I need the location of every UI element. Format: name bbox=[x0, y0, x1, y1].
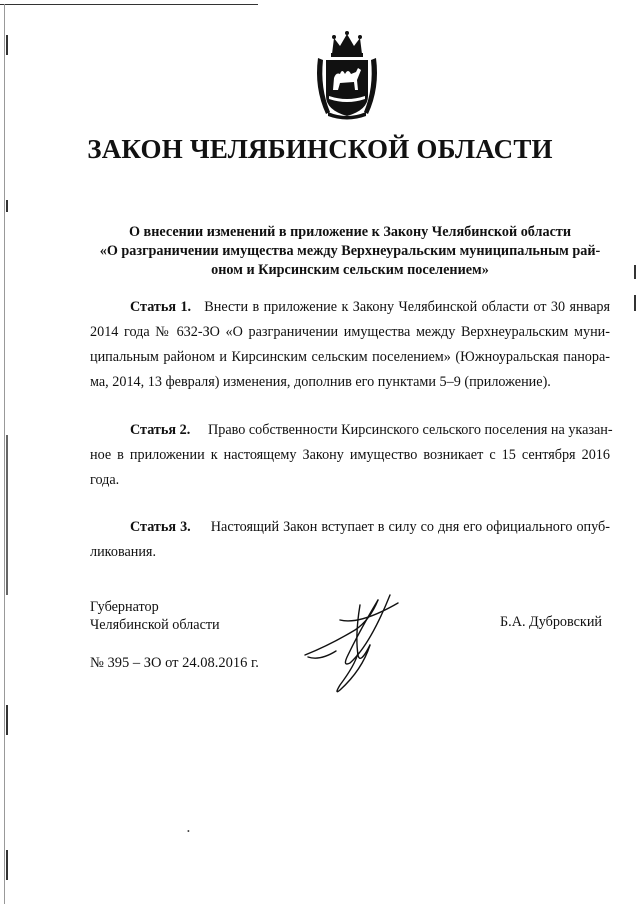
position-line: Челябинской области bbox=[90, 617, 220, 633]
signatory-position bbox=[90, 598, 220, 634]
article-label: Статья 1. bbox=[130, 299, 192, 315]
signatory-name: Б.А. Дубровский bbox=[500, 614, 603, 630]
article-first-line bbox=[90, 418, 613, 443]
handwritten-signature-icon bbox=[300, 585, 410, 695]
law-title: ЗАКОН ЧЕЛЯБИНСКОЙ ОБЛАСТИ bbox=[87, 134, 553, 164]
article-line: ципальным районом и Кирсинским сельским поселением» (Южноуральская панора- bbox=[90, 349, 610, 365]
article-line: года. bbox=[90, 472, 120, 488]
article-line: ма, 2014, 13 февраля) изменения, дополнив его пунктами 5–9 (приложение). bbox=[90, 374, 551, 390]
chelyabinsk-coat-of-arms-icon bbox=[312, 28, 382, 120]
law-subject bbox=[90, 223, 610, 280]
article-3 bbox=[90, 515, 610, 565]
article-text: Настоящий Закон вступает в силу со дня его официального опуб- bbox=[210, 519, 611, 535]
coat-of-arms bbox=[312, 28, 382, 120]
scan-speck: • bbox=[187, 827, 190, 836]
scan-mark-left bbox=[6, 435, 8, 595]
subject-line: «О разграничении имущества между Верхнеуральским муниципальным рай- bbox=[99, 243, 601, 259]
article-text: Право собственности Кирсинского сельского поселения на указан- bbox=[208, 422, 613, 438]
article-label: Статья 2. bbox=[130, 422, 191, 438]
article-line: ное в приложении к настоящему Закону имущество возникает с 15 сентября 2016 bbox=[90, 447, 610, 463]
scan-mark-left bbox=[6, 705, 8, 735]
article-first-line bbox=[90, 515, 610, 540]
scan-mark-right bbox=[634, 295, 636, 311]
scan-mark-left bbox=[6, 200, 8, 212]
article-line: ликования. bbox=[90, 544, 157, 560]
position-line: Губернатор bbox=[90, 599, 159, 615]
article-2 bbox=[90, 418, 613, 493]
scan-mark-left bbox=[6, 850, 8, 880]
article-first-line bbox=[90, 295, 610, 320]
article-text: Внести в приложение к Закону Челябинской области от 30 января bbox=[204, 299, 611, 315]
article-1 bbox=[90, 295, 610, 395]
law-number-date: № 395 – ЗО от 24.08.2016 г. bbox=[90, 655, 259, 671]
article-line: 2014 года № 632-ЗО «О разграничении имущества между Верхнеуральским муни- bbox=[90, 324, 610, 340]
scan-mark-left bbox=[6, 35, 8, 55]
subject-line: оном и Кирсинским сельским поселением» bbox=[211, 262, 489, 278]
signature bbox=[300, 585, 410, 695]
article-label: Статья 3. bbox=[130, 519, 191, 535]
scan-mark-right bbox=[634, 265, 636, 279]
subject-line: О внесении изменений в приложение к Закону Челябинской области bbox=[128, 224, 572, 240]
scan-border-top bbox=[0, 4, 258, 5]
